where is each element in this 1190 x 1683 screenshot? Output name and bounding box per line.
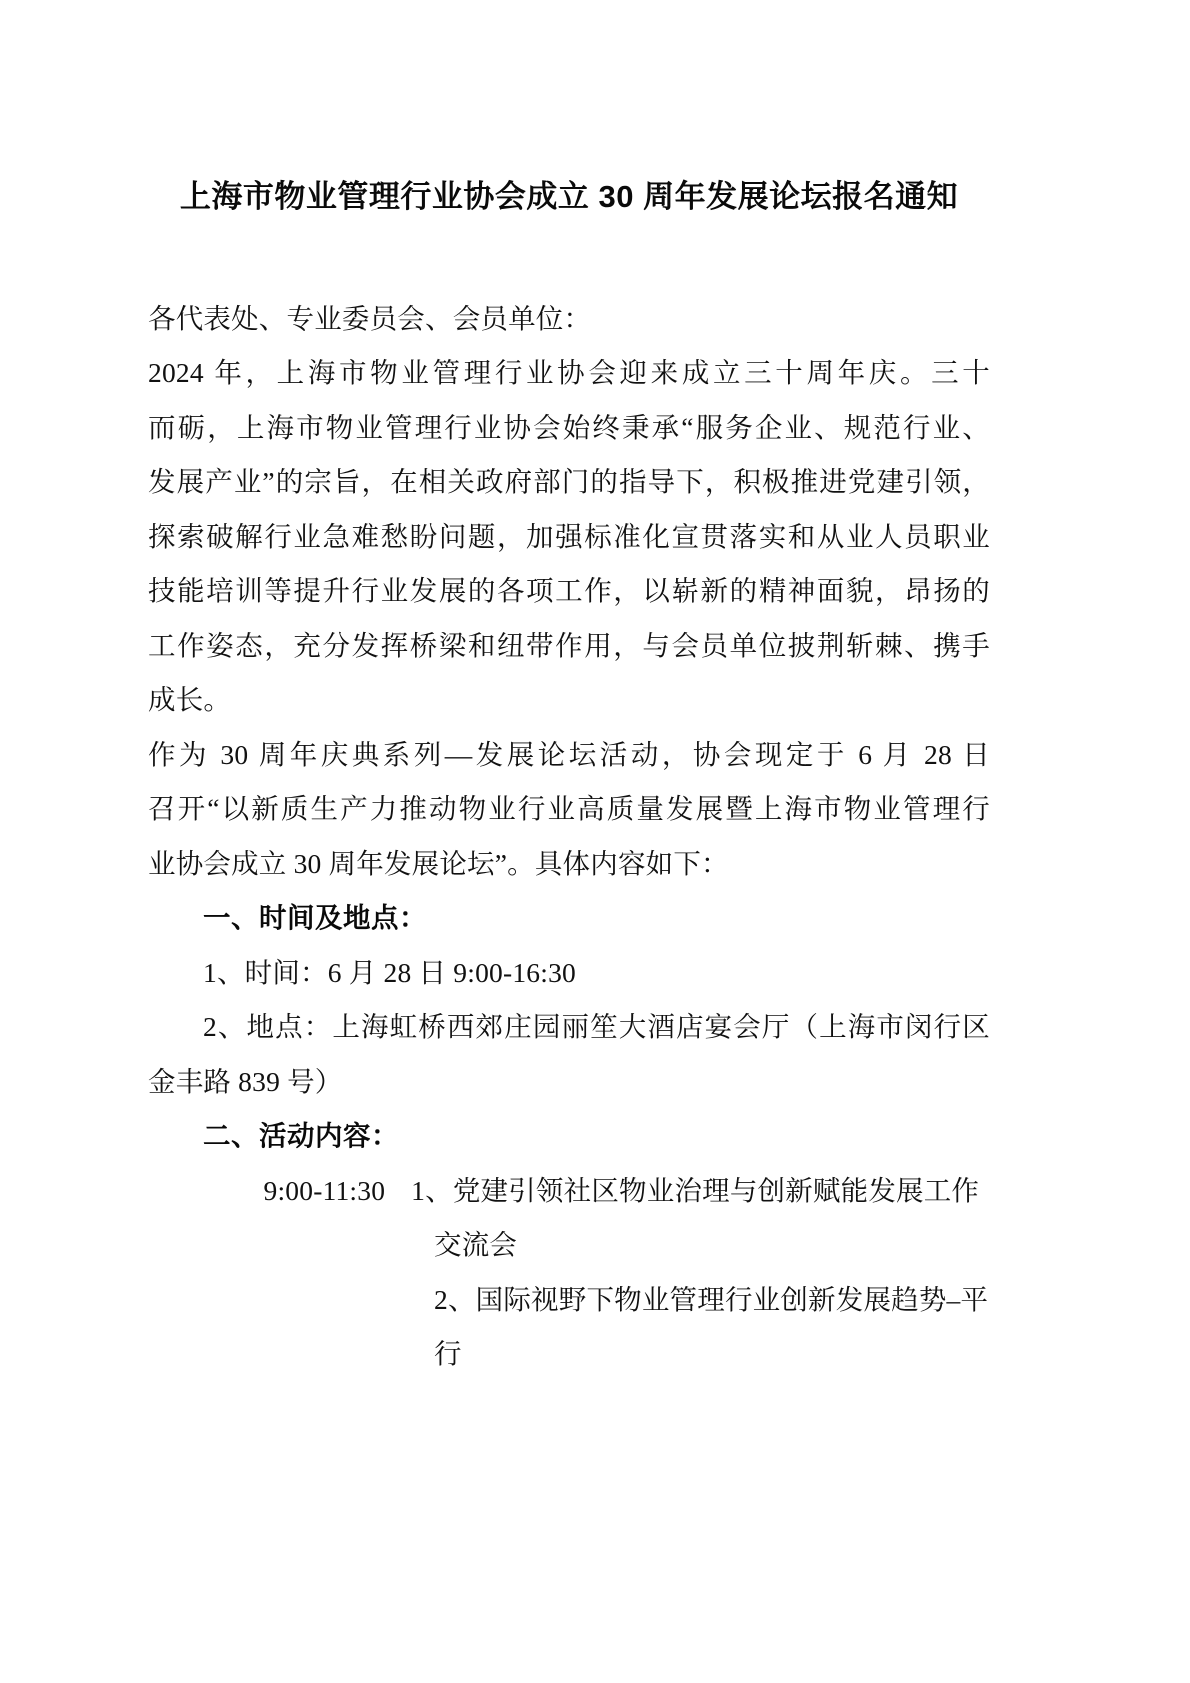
section1-item-location-line-2: 金丰路 839 号） bbox=[148, 1065, 343, 1097]
paragraph-intro bbox=[148, 346, 990, 728]
paragraph-intro-line-6: 工作姿态，充分发挥桥梁和纽带作用，与会员单位披荆斩棘、携手 bbox=[148, 629, 990, 661]
paragraph-forum-line-3: 业协会成立 30 周年发展论坛”。具体内容如下： bbox=[148, 847, 729, 879]
section1-item-location bbox=[148, 1000, 990, 1055]
agenda-topic-continued: 交流会 bbox=[434, 1229, 518, 1261]
paragraph-intro-line-1: 2024 年，上海市物业管理行业协会迎来成立三十周年庆。三十 bbox=[148, 357, 990, 389]
paragraph-forum bbox=[148, 728, 990, 892]
document-body bbox=[148, 292, 990, 1382]
agenda-topic: 1、党建引领社区物业治理与创新赋能发展工作 bbox=[411, 1174, 980, 1206]
paragraph-forum-line-1: 作为 30 周年庆典系列—发展论坛活动，协会现定于 6 月 28 日 bbox=[148, 738, 990, 770]
agenda-time: 9:00-11:30 bbox=[263, 1174, 386, 1206]
agenda-topic-second: 2、国际视野下物业管理行业创新发展趋势–平行 bbox=[434, 1283, 989, 1370]
paragraph-intro-line-4: 探索破解行业急难愁盼问题，加强标准化宣贯落实和从业人员职业 bbox=[148, 520, 990, 552]
section-heading-activity-content: 二、活动内容： bbox=[203, 1120, 399, 1152]
agenda-row bbox=[148, 1164, 990, 1219]
paragraph-intro-line-2: 而砺，上海市物业管理行业协会始终秉承“服务企业、规范行业、 bbox=[148, 411, 990, 443]
page-title: 上海市物业管理行业协会成立 30 周年发展论坛报名通知 bbox=[179, 179, 959, 214]
paragraph-intro-line-5: 技能培训等提升行业发展的各项工作，以崭新的精神面貌，昂扬的 bbox=[148, 575, 990, 607]
paragraph-intro-line-7: 成长。 bbox=[148, 684, 232, 716]
section1-item-location-line-1: 2、地点：上海虹桥西郊庄园丽笙大酒店宴会厅（上海市闵行区 bbox=[203, 1011, 990, 1043]
section1-item-time: 1、时间：6 月 28 日 9:00-16:30 bbox=[203, 956, 576, 988]
section-heading-time-location: 一、时间及地点： bbox=[203, 902, 427, 934]
paragraph-intro-line-3: 发展产业”的宗旨，在相关政府部门的指导下，积极推进党建引领， bbox=[148, 466, 990, 498]
salutation bbox=[148, 292, 990, 347]
document-content bbox=[148, 0, 990, 1382]
paragraph-forum-line-2: 召开“以新质生产力推动物业行业高质量发展暨上海市物业管理行 bbox=[148, 793, 990, 825]
salutation-line: 各代表处、专业委员会、会员单位： bbox=[148, 302, 592, 334]
